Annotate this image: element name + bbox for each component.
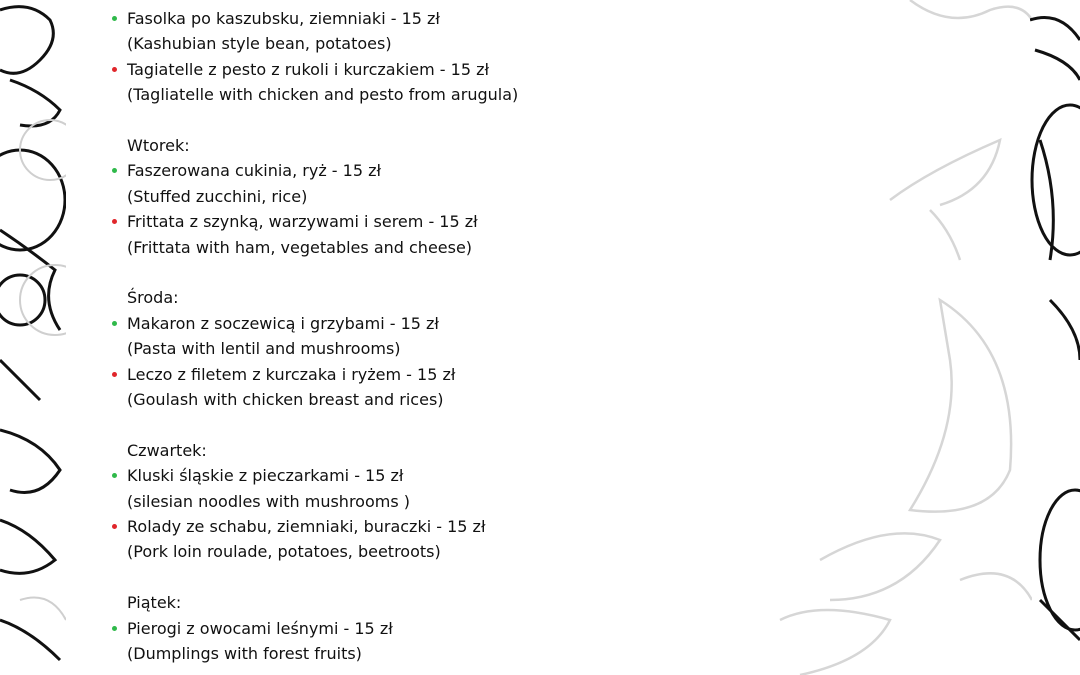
vegetarian-dot-icon: [112, 168, 117, 173]
vegetarian-dot-icon: [112, 473, 117, 478]
vegetable-sketch-icon: [1030, 0, 1080, 675]
menu-item: [112, 362, 672, 387]
menu-item: [112, 616, 672, 641]
dish-name: Leczo z filetem z kurczaka i ryżem - 15 zł: [127, 364, 456, 384]
vegetarian-dot-icon: [112, 321, 117, 326]
day-section: [112, 438, 672, 565]
menu-item: [112, 514, 672, 539]
dish-translation: (Pasta with lentil and mushrooms): [127, 339, 401, 359]
vegetarian-dot-icon: [112, 16, 117, 21]
dish-translation: (Goulash with chicken breast and rices): [127, 390, 444, 410]
menu-item: [112, 209, 672, 234]
vegetable-sketch-icon: [760, 0, 1032, 675]
day-section: [112, 6, 672, 108]
day-section: [112, 285, 672, 412]
day-heading: Piątek:: [127, 593, 182, 613]
dish-name: Frittata z szynką, warzywami i serem - 15 zł: [127, 212, 478, 232]
meat-dot-icon: [112, 524, 117, 529]
menu-item: [112, 57, 672, 82]
menu-item: [112, 158, 672, 183]
left-vegetable-border: [0, 0, 66, 675]
vegetarian-dot-icon: [112, 626, 117, 631]
dish-translation: (Kashubian style bean, potatoes): [127, 34, 392, 54]
menu-item: [112, 6, 672, 31]
dish-translation: (Pork loin roulade, potatoes, beetroots): [127, 542, 441, 562]
day-heading: Środa:: [127, 288, 179, 308]
dish-translation: (silesian noodles with mushrooms ): [127, 491, 410, 511]
weekly-lunch-menu: [112, 6, 672, 667]
dish-name: Pierogi z owocami leśnymi - 15 zł: [127, 618, 393, 638]
day-heading: Wtorek:: [127, 136, 190, 156]
dish-translation: (Dumplings with forest fruits): [127, 644, 362, 664]
dish-translation: (Frittata with ham, vegetables and cheese): [127, 237, 473, 257]
vegetable-sketch-icon: [0, 0, 66, 675]
dish-name: Fasolka po kaszubsku, ziemniaki - 15 zł: [127, 9, 440, 28]
dish-name: Tagiatelle z pesto z rukoli i kurczakiem - 15 zł: [127, 59, 490, 79]
dish-name: Rolady ze schabu, ziemniaki, buraczki - 15 zł: [127, 517, 486, 537]
meat-dot-icon: [112, 219, 117, 224]
right-faint-vegetable-border: [760, 0, 1032, 675]
dish-translation: (Stuffed zucchini, rice): [127, 186, 308, 206]
dish-translation: (Tagliatelle with chicken and pesto from arugula): [127, 85, 519, 105]
right-vegetable-border: [1030, 0, 1080, 675]
menu-item: [112, 463, 672, 488]
dish-name: Kluski śląskie z pieczarkami - 15 zł: [127, 466, 404, 486]
day-heading: Czwartek:: [127, 440, 207, 460]
day-section: [112, 590, 672, 666]
day-section: [112, 133, 672, 260]
meat-dot-icon: [112, 372, 117, 377]
menu-item: [112, 311, 672, 336]
dish-name: Faszerowana cukinia, ryż - 15 zł: [127, 161, 382, 181]
dish-name: Makaron z soczewicą i grzybami - 15 zł: [127, 313, 439, 333]
meat-dot-icon: [112, 67, 117, 72]
